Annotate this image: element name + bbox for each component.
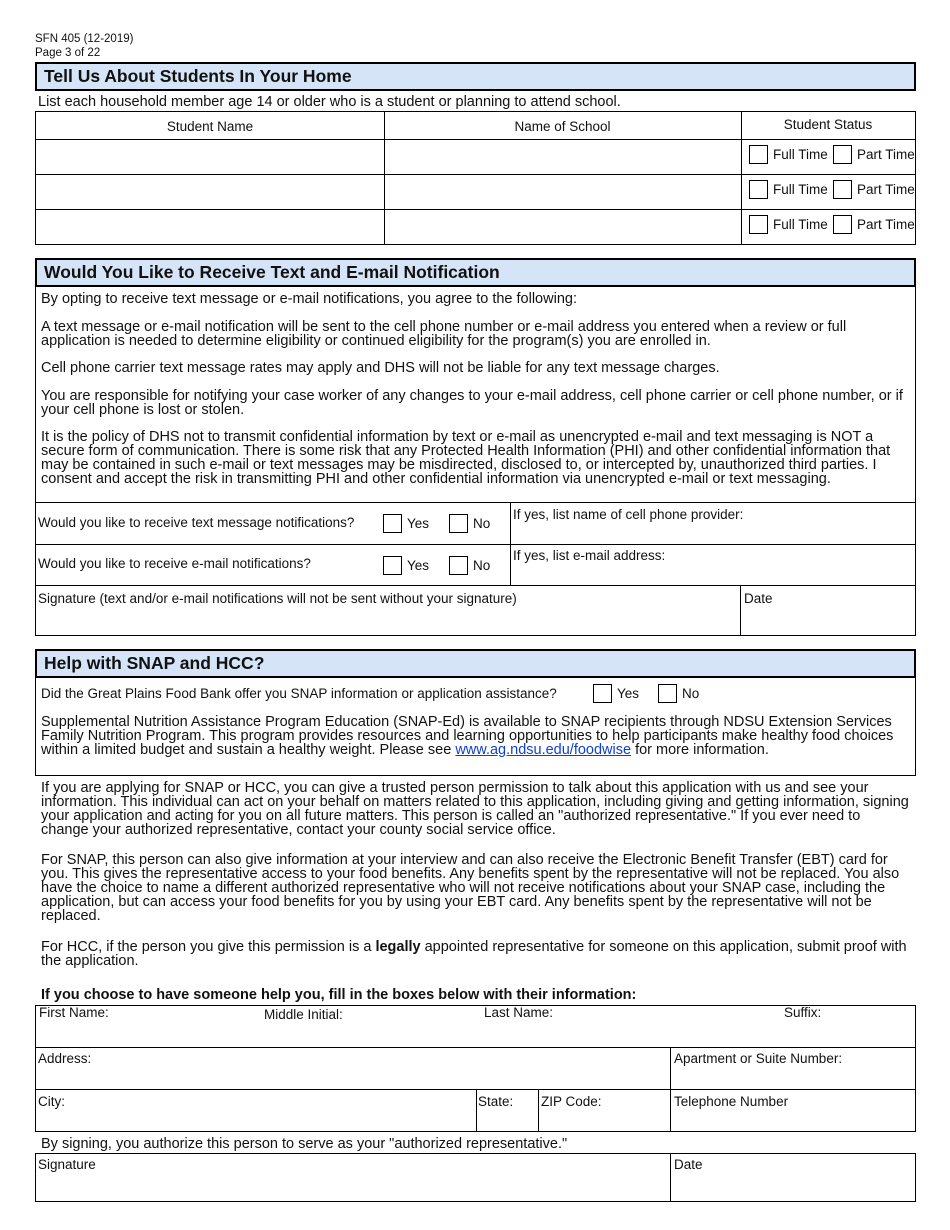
email-yes-checkbox[interactable] [383,556,402,575]
apt-label: Apartment or Suite Number: [674,1051,843,1066]
state-label: State: [478,1094,514,1109]
col-student-status: Student Status [783,117,873,132]
notification-terms-3: You are responsible for notifying your case worker of any changes to your e-mail address, cell phone carrier or cell phone number, or if your cell phone is lost or stolen. [41,388,903,418]
snap-ed-paragraph [41,715,911,757]
part-time-checkbox-1[interactable] [833,145,852,164]
email-address-input[interactable] [511,566,914,584]
yes-label: Yes [407,558,430,573]
email-address-label: If yes, list e-mail address: [513,548,666,563]
foodbank-yes-checkbox[interactable] [593,684,612,703]
col-school-name: Name of School [514,119,611,134]
notification-intro: By opting to receive text message or e-mail notifications, you agree to the following: [41,291,577,307]
rep-date-label: Date [674,1157,703,1172]
city-label: City: [38,1094,65,1109]
notification-date-input[interactable] [741,608,914,634]
student-name-input-1[interactable] [37,140,383,174]
zip-label: ZIP Code: [541,1094,602,1109]
full-time-label: Full Time [773,217,828,232]
full-time-checkbox-1[interactable] [749,145,768,164]
no-label: No [473,516,491,531]
foodbank-no-option[interactable] [658,684,699,703]
full-time-checkbox-2[interactable] [749,180,768,199]
foodbank-yes-option[interactable] [593,684,639,703]
foodbank-question: Did the Great Plains Food Bank offer you SNAP information or application assistance? [41,686,557,701]
students-section-title: Tell Us About Students In Your Home [35,62,916,91]
part-time-checkbox-2[interactable] [833,180,852,199]
last-name-label: Last Name: [484,1005,554,1020]
page-number: Page 3 of 22 [35,47,101,59]
school-name-input-2[interactable] [385,175,740,209]
full-time-option-1[interactable] [749,145,828,164]
notification-terms-1: A text message or e-mail notification will be sent to the cell phone number or e-mail address you entered when a review or full application is needed to determine eligibility or continued eligibility for the program(s) you are enrolled in. [41,319,847,349]
snap-ed-text: Supplemental Nutrition Assistance Program Education (SNAP-Ed) is available to SNAP recipients through NDSU Extension Services Family Nutrition Program. This program provides resources and learning opportunities to help participants make healthy food choices within a limited budget and sustain a healthy weight. Please see [41,714,894,758]
hcc-text-after: appointed representative for someone on this application, submit proof with the application. [41,939,907,969]
student-name-input-2[interactable] [37,175,383,209]
snap-rep-paragraph: For SNAP, this person can also give information at your interview and can also receive the Electronic Benefit Transfer (EBT) card for you. This gives the representative access to your food benefits. Any benefits spent by the representative will not be replaced. You also have the choice to name a different authorized representative who will not receive notifications about your SNAP case, including the application, but can access your food benefits for you by using your EBT card. Any benefits spent by the representative will not be replaced. [41,852,900,924]
yes-label: Yes [617,686,640,701]
notification-section-title: Would You Like to Receive Text and E-mail Notification [35,258,916,287]
address-input[interactable] [36,1068,668,1088]
phone-label: Telephone Number [674,1094,789,1109]
snap-ed-tail: for more information. [635,742,769,758]
part-time-checkbox-3[interactable] [833,215,852,234]
full-time-label: Full Time [773,147,828,162]
address-label: Address: [38,1051,92,1066]
full-time-option-2[interactable] [749,180,828,199]
text-notification-question: Would you like to receive text message notifications? [38,515,355,530]
full-time-label: Full Time [773,182,828,197]
notification-signature-label: Signature (text and/or e-mail notifications will not be sent without your signature) [38,591,517,606]
apt-input[interactable] [671,1068,914,1088]
notification-terms-4: It is the policy of DHS not to transmit confidential information by text or e-mail as unencrypted e-mail and text messaging is NOT a secure form of communication. There is some risk that any Protected Health Information (PHI) and other confidential information that may be contained in such e-mail or text messages may be misdirected, disclosed to, or intercepted by, unauthorized third parties. I consent and accept the risk in transmitting PHI and other confidential information via unencrypted e-mail or text messaging. [41,429,891,487]
part-time-label: Part Time [857,182,915,197]
form-id: SFN 405 (12-2019) [35,33,134,45]
foodwise-link[interactable]: www.ag.ndsu.edu/foodwise [455,742,632,758]
notification-date-label: Date [744,591,773,606]
phone-input[interactable] [671,1110,914,1130]
email-notification-question: Would you like to receive e-mail notifications? [38,556,311,571]
rep-date-input[interactable] [671,1174,914,1200]
rep-signature-label: Signature [38,1157,96,1172]
notification-signature-input[interactable] [36,608,739,634]
school-name-input-1[interactable] [385,140,740,174]
text-yes-checkbox[interactable] [383,514,402,533]
no-label: No [473,558,491,573]
cell-provider-input[interactable] [511,526,914,544]
no-label: No [682,686,700,701]
part-time-option-1[interactable] [833,145,915,164]
school-name-input-3[interactable] [385,210,740,244]
students-table [35,111,916,245]
email-no-option[interactable] [449,556,490,575]
hcc-text-bold: legally [375,939,421,955]
full-time-option-3[interactable] [749,215,828,234]
city-input[interactable] [36,1110,474,1130]
student-name-input-3[interactable] [37,210,383,244]
zip-input[interactable] [538,1110,668,1130]
authorized-rep-paragraph: If you are applying for SNAP or HCC, you can give a trusted person permission to talk about this application with us and see your information. This individual can act on your behalf on matters related to this application, including giving and getting information, signing your application and acting for you on all future matters. This person is called an "authorized representative." If you ever need to change your authorized representative, contact your county social service office. [41,780,909,838]
cell-provider-label: If yes, list name of cell phone provider: [513,507,744,522]
authorize-statement: By signing, you authorize this person to serve as your "authorized representative." [41,1136,568,1152]
snap-section-title: Help with SNAP and HCC? [35,649,916,678]
hcc-rep-paragraph [41,940,911,968]
rep-signature-input[interactable] [36,1174,668,1200]
text-no-checkbox[interactable] [449,514,468,533]
col-student-name: Student Name [166,119,254,134]
foodbank-no-checkbox[interactable] [658,684,677,703]
email-no-checkbox[interactable] [449,556,468,575]
middle-initial-label: Middle Initial: [264,1007,343,1022]
part-time-label: Part Time [857,147,915,162]
name-input-row[interactable] [36,1022,915,1046]
part-time-label: Part Time [857,217,915,232]
suffix-label: Suffix: [784,1005,822,1020]
full-time-checkbox-3[interactable] [749,215,768,234]
notification-terms-2: Cell phone carrier text message rates may apply and DHS will not be liable for any text message charges. [41,360,720,376]
hcc-text-before: For HCC, if the person you give this permission is a [41,939,372,955]
part-time-option-3[interactable] [833,215,915,234]
text-yes-option[interactable] [383,514,429,533]
first-name-label: First Name: [39,1005,109,1020]
yes-label: Yes [407,516,430,531]
part-time-option-2[interactable] [833,180,915,199]
state-input[interactable] [476,1110,536,1130]
helper-info-heading: If you choose to have someone help you, fill in the boxes below with their information: [41,987,637,1003]
students-instruction: List each household member age 14 or older who is a student or planning to attend school. [38,94,621,110]
text-no-option[interactable] [449,514,490,533]
email-yes-option[interactable] [383,556,429,575]
